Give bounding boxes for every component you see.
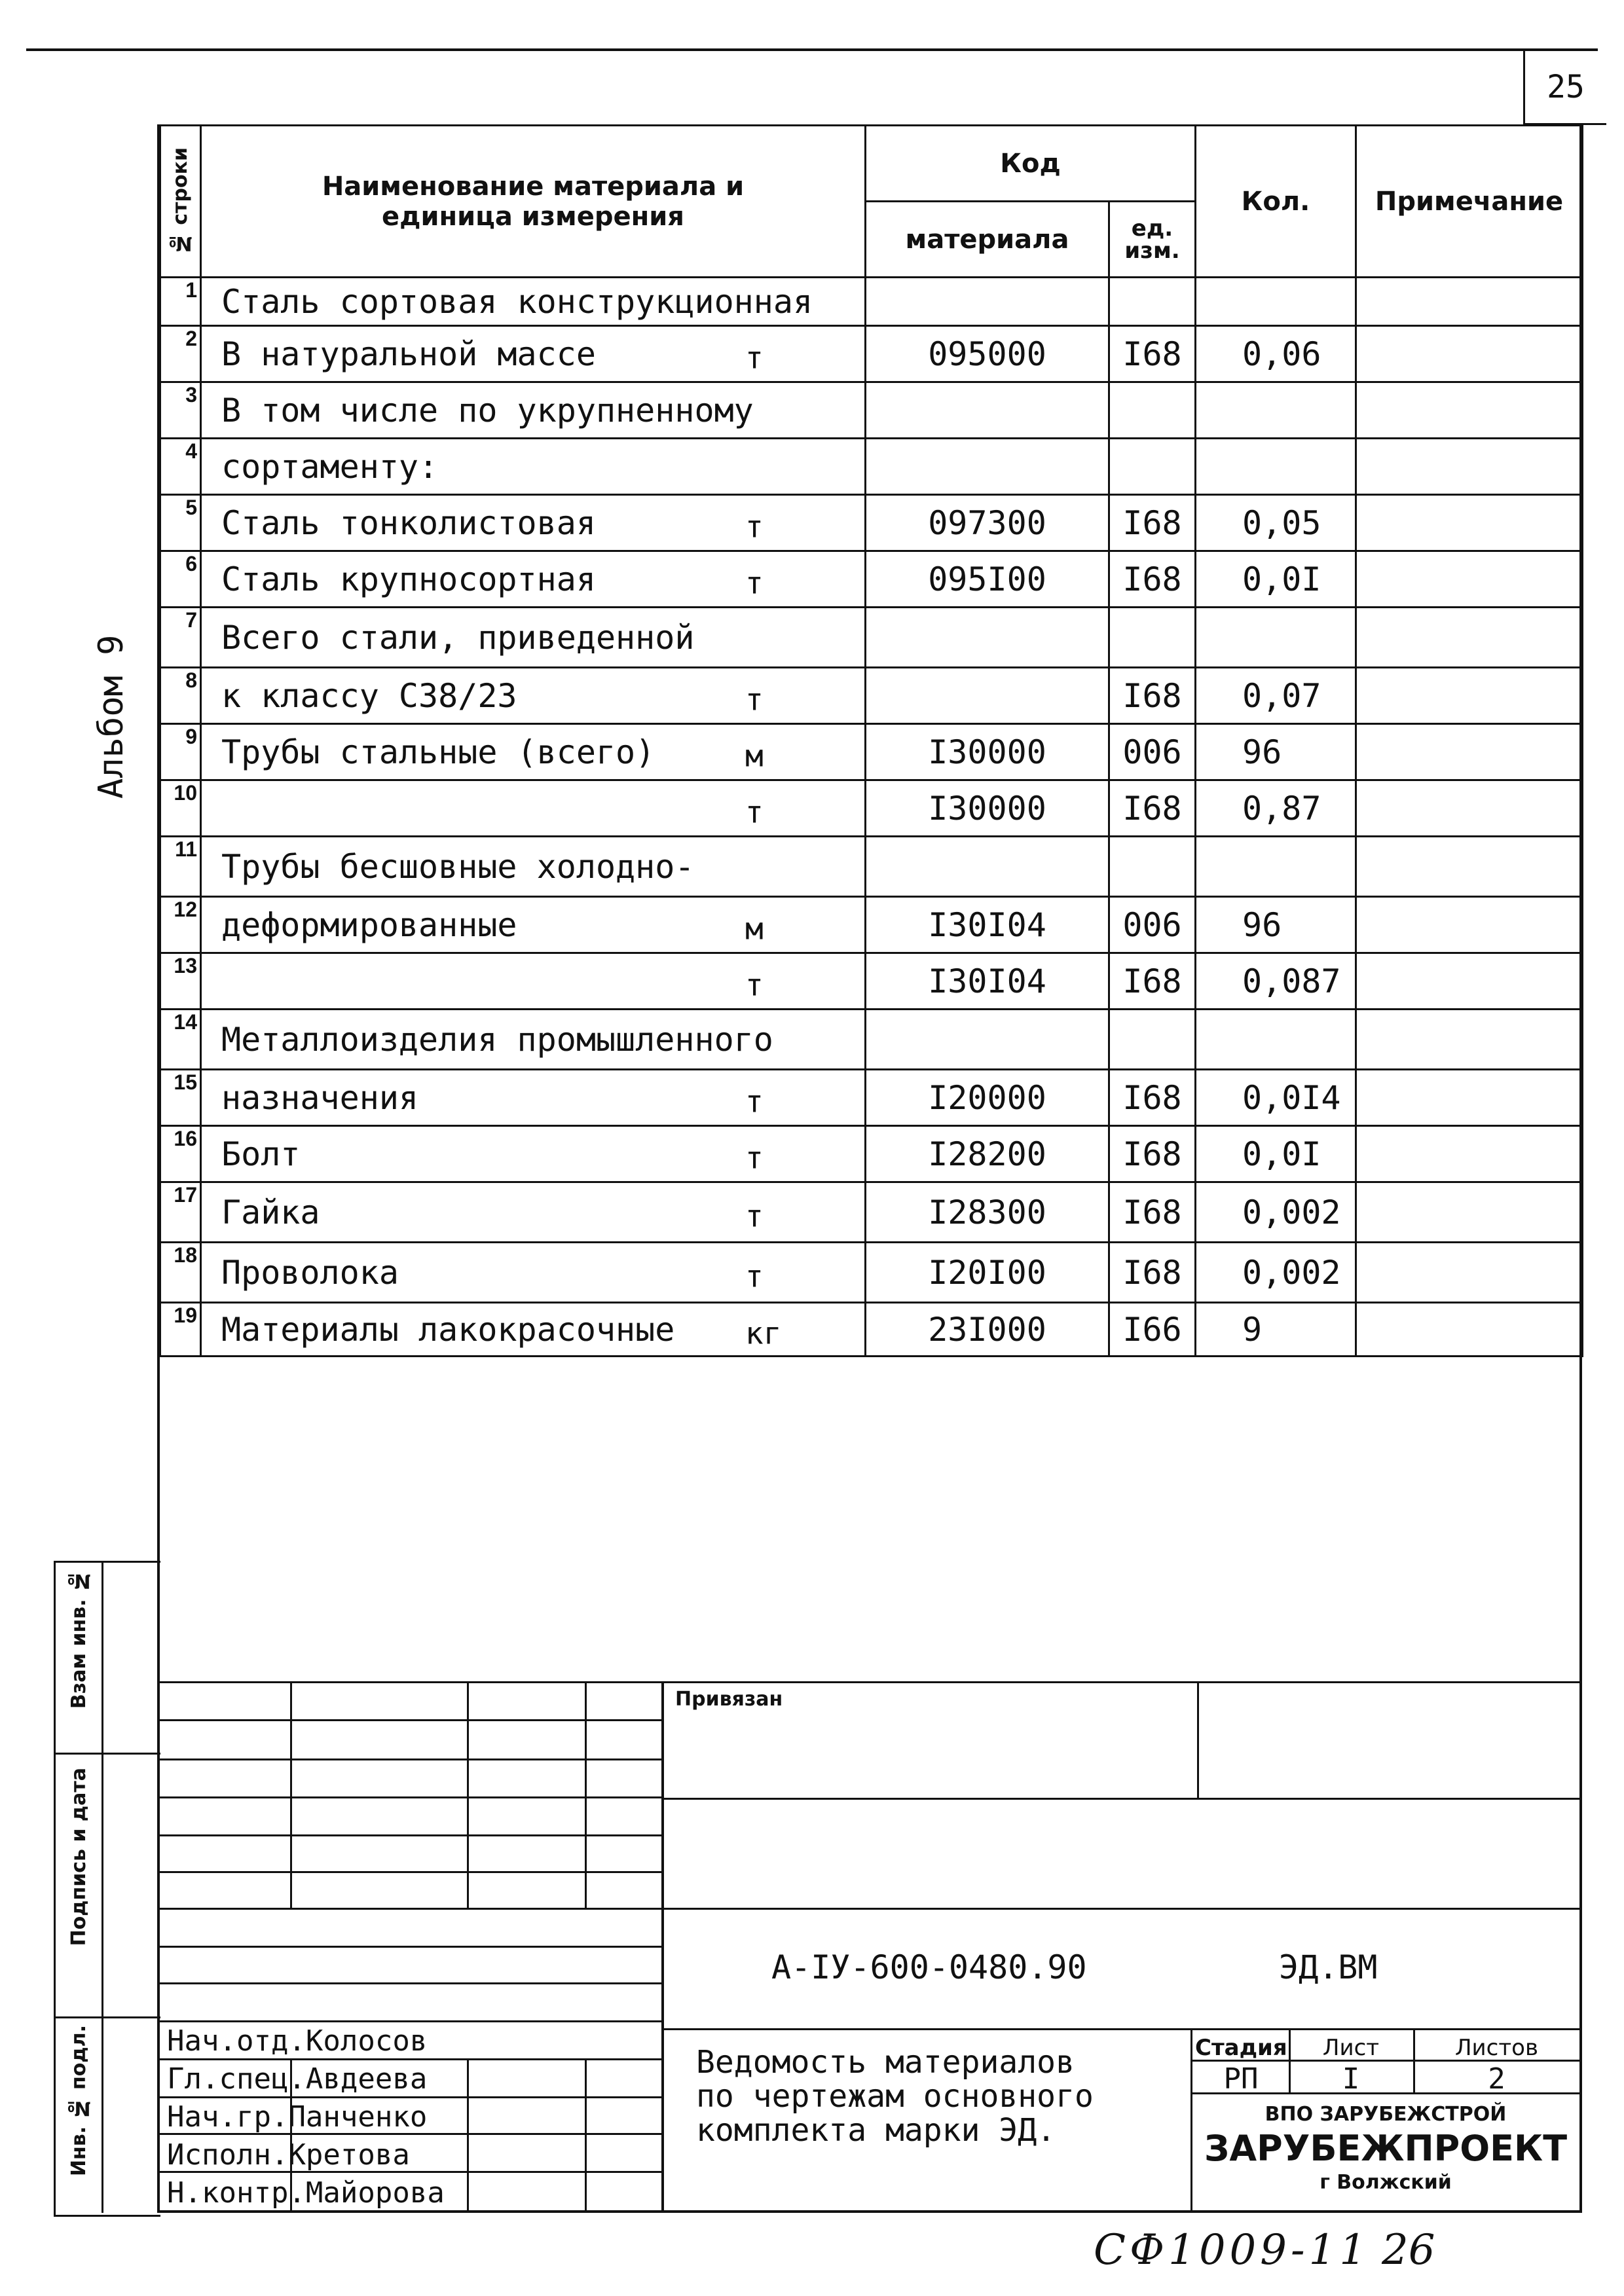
quantity-text: 0,0I <box>1242 560 1321 598</box>
row-number-text: 9 <box>185 725 197 748</box>
unit-of-measure: т <box>745 564 764 600</box>
side-div-1 <box>101 1753 160 1755</box>
unit-of-measure: т <box>745 1197 764 1233</box>
quantity <box>1196 382 1356 439</box>
table-row <box>160 1070 1583 1126</box>
unit-code <box>1109 608 1196 668</box>
row-number <box>160 495 201 551</box>
unit-code <box>1109 326 1196 382</box>
page-number-box <box>1523 51 1606 125</box>
row-number-text: 11 <box>175 837 197 861</box>
doc-title <box>696 2045 1094 2147</box>
row-number <box>160 724 201 780</box>
row-number-text: 18 <box>174 1243 197 1267</box>
material-name <box>201 495 866 551</box>
note <box>1356 897 1583 953</box>
table-row <box>160 1243 1583 1303</box>
row-number <box>160 1126 201 1182</box>
doc-title-line-2: по чертежам основного <box>696 2078 1094 2115</box>
material-code-text: I30I04 <box>928 905 1046 944</box>
material-code <box>866 897 1109 953</box>
unit-code-text: I68 <box>1122 1193 1182 1231</box>
row-number-text: 2 <box>185 327 197 350</box>
unit-of-measure: м <box>745 910 764 946</box>
staff-name: Майорова <box>305 2176 445 2210</box>
unit-of-measure: т <box>745 681 764 717</box>
quantity-text: 0,002 <box>1242 1253 1341 1292</box>
staff-list <box>167 2024 665 2214</box>
row-number-text: 8 <box>185 668 197 692</box>
material-name-text: В том числе по укрупненному <box>221 391 754 429</box>
title-block <box>663 1681 1580 2212</box>
table-row <box>160 897 1583 953</box>
quantity-text: 0,06 <box>1242 335 1321 373</box>
unit-code <box>1109 1126 1196 1182</box>
staff-role: Нач.отд. <box>167 2024 306 2058</box>
note <box>1356 551 1583 608</box>
side-cell-podpis <box>56 1755 103 2018</box>
stage-value: РП <box>1223 2062 1259 2096</box>
materials-table-body <box>160 278 1583 1357</box>
note <box>1356 278 1583 326</box>
row-number-text: 15 <box>174 1070 197 1094</box>
quantity-text: 0,07 <box>1242 676 1321 715</box>
quantity-text: 9 <box>1242 1310 1263 1349</box>
sheet-value: I <box>1342 2062 1360 2096</box>
material-code-text: 097300 <box>928 503 1046 542</box>
table-row <box>160 551 1583 608</box>
table-row <box>160 1182 1583 1243</box>
sheets-value: 2 <box>1488 2062 1505 2096</box>
material-name <box>201 1126 866 1182</box>
row-number <box>160 780 201 837</box>
material-code-text: I30000 <box>928 789 1046 828</box>
material-name-text: Металлоизделия промышленного <box>221 1020 773 1059</box>
row-number <box>160 551 201 608</box>
row-number-text: 4 <box>185 439 197 463</box>
quantity <box>1196 1126 1356 1182</box>
row-number-text: 10 <box>174 781 197 805</box>
material-name <box>201 897 866 953</box>
unit-code-text: I68 <box>1122 335 1182 373</box>
doc-title-line-3: комплекта марки ЭД. <box>696 2112 1056 2149</box>
unit-code-text: I68 <box>1122 503 1182 542</box>
table-row <box>160 837 1583 897</box>
material-name-text: Проволока <box>221 1253 399 1292</box>
material-name-text: Сталь сортовая конструкционная <box>221 282 813 321</box>
material-code <box>866 551 1109 608</box>
unit-code-text: 006 <box>1122 905 1182 944</box>
material-name-text: Болт <box>221 1135 301 1173</box>
quantity <box>1196 668 1356 724</box>
material-code-text: I28300 <box>928 1193 1046 1231</box>
material-name <box>201 439 866 495</box>
row-number-text: 7 <box>185 608 197 632</box>
quantity <box>1196 326 1356 382</box>
unit-code-text: I68 <box>1122 1135 1182 1173</box>
unit-code <box>1109 780 1196 837</box>
row-number-text: 16 <box>174 1127 197 1150</box>
note <box>1356 439 1583 495</box>
header-code-unit: ед. изм. <box>1109 202 1196 278</box>
unit-of-measure: т <box>745 339 764 375</box>
material-code <box>866 953 1109 1010</box>
material-name <box>201 780 866 837</box>
quantity <box>1196 1070 1356 1126</box>
row-number-text: 14 <box>174 1010 197 1034</box>
material-code <box>866 1070 1109 1126</box>
note <box>1356 1070 1583 1126</box>
unit-code-text: I68 <box>1122 1253 1182 1292</box>
material-code <box>866 1010 1109 1070</box>
material-code <box>866 1126 1109 1182</box>
unit-of-measure: кг <box>745 1315 782 1351</box>
material-code <box>866 1182 1109 1243</box>
header-note: Примечание <box>1356 126 1583 278</box>
org-name: ЗАРУБЕЖПРОЕКТ <box>1204 2128 1568 2169</box>
unit-of-measure: т <box>745 966 764 1002</box>
row-number <box>160 382 201 439</box>
material-name <box>201 278 866 326</box>
staff-role: Гл.спец. <box>167 2062 306 2096</box>
material-code-text: 095I00 <box>928 560 1046 598</box>
album-label: Альбом 9 <box>92 634 131 799</box>
material-name-text: назначения <box>221 1078 419 1117</box>
unit-of-measure: т <box>745 1139 764 1175</box>
material-code-text: I20I00 <box>928 1253 1046 1292</box>
quantity <box>1196 837 1356 897</box>
stage-label: Стадия <box>1195 2035 1287 2061</box>
quantity <box>1196 551 1356 608</box>
staff-row <box>167 2062 665 2100</box>
quantity <box>1196 724 1356 780</box>
material-name <box>201 724 866 780</box>
unit-code-text: I68 <box>1122 789 1182 828</box>
material-name-text: Материалы лакокрасочные <box>221 1310 675 1349</box>
material-name <box>201 326 866 382</box>
material-name <box>201 1070 866 1126</box>
row-number <box>160 1010 201 1070</box>
material-code <box>866 326 1109 382</box>
header-qty: Кол. <box>1196 126 1356 278</box>
material-code-text: 23I000 <box>928 1310 1046 1349</box>
unit-of-measure: т <box>745 1258 764 1294</box>
material-name <box>201 668 866 724</box>
unit-code-text: I68 <box>1122 1078 1182 1117</box>
unit-code <box>1109 668 1196 724</box>
material-name <box>201 1182 866 1243</box>
quantity-text: 0,0I4 <box>1242 1078 1341 1117</box>
material-code-text: I20000 <box>928 1078 1046 1117</box>
note <box>1356 1126 1583 1182</box>
unit-of-measure: т <box>745 793 764 829</box>
unit-of-measure: т <box>745 508 764 544</box>
page-number: 25 <box>1547 69 1585 105</box>
note <box>1356 1010 1583 1070</box>
material-name <box>201 1010 866 1070</box>
quantity <box>1196 608 1356 668</box>
staff-name: Авдеева <box>305 2062 428 2096</box>
note <box>1356 1243 1583 1303</box>
row-number-text: 1 <box>185 278 197 302</box>
unit-code-text: I68 <box>1122 676 1182 715</box>
unit-code <box>1109 897 1196 953</box>
material-code <box>866 724 1109 780</box>
unit-code <box>1109 439 1196 495</box>
staff-name: Кретова <box>288 2138 410 2172</box>
material-code <box>866 278 1109 326</box>
staff-name: Панченко <box>288 2100 428 2134</box>
staff-row <box>167 2176 665 2214</box>
unit-code <box>1109 724 1196 780</box>
material-name-text: Сталь крупносортная <box>221 560 596 598</box>
material-code <box>866 1303 1109 1357</box>
material-name-text: сортаменту: <box>221 447 439 486</box>
quantity <box>1196 897 1356 953</box>
material-name <box>201 1243 866 1303</box>
table-row <box>160 326 1583 382</box>
doc-code: А-IУ-600-0480.90 <box>771 1948 1087 1986</box>
row-number <box>160 1243 201 1303</box>
side-label-inv: Инв. № подл. <box>67 2025 90 2177</box>
side-label-vzam: Взам инв. № <box>67 1569 90 1709</box>
header-code: Код <box>866 126 1196 202</box>
material-code-text: I30I04 <box>928 962 1046 1000</box>
note <box>1356 495 1583 551</box>
material-code <box>866 780 1109 837</box>
unit-code <box>1109 837 1196 897</box>
unit-code <box>1109 382 1196 439</box>
table-row <box>160 1303 1583 1357</box>
row-number <box>160 837 201 897</box>
quantity <box>1196 439 1356 495</box>
side-cell-inv <box>56 2018 103 2213</box>
unit-code <box>1109 278 1196 326</box>
quantity-text: 0,087 <box>1242 962 1341 1000</box>
row-number-text: 5 <box>185 496 197 519</box>
staff-role: Нач.гр. <box>167 2100 289 2134</box>
material-name-text: Трубы стальные (всего) <box>221 733 655 771</box>
unit-code <box>1109 1070 1196 1126</box>
footer-handwritten-page: 26 <box>1382 2226 1435 2274</box>
signature-grid <box>159 1681 663 2212</box>
unit-code-text: I68 <box>1122 560 1182 598</box>
note <box>1356 780 1583 837</box>
quantity-text: 0,05 <box>1242 503 1321 542</box>
table-row <box>160 439 1583 495</box>
note <box>1356 1182 1583 1243</box>
header-row-no: № строки <box>160 126 201 278</box>
note <box>1356 382 1583 439</box>
row-number-text: 19 <box>174 1303 197 1327</box>
material-code <box>866 439 1109 495</box>
row-number-text: 6 <box>185 552 197 575</box>
material-code-text: I28200 <box>928 1135 1046 1173</box>
top-rule <box>26 48 1598 51</box>
row-number <box>160 1070 201 1126</box>
doc-mark: ЭД.ВМ <box>1279 1948 1378 1986</box>
quantity-text: 96 <box>1242 905 1282 944</box>
sheets-label: Листов <box>1454 2035 1538 2061</box>
staff-row <box>167 2138 665 2176</box>
quantity <box>1196 1243 1356 1303</box>
quantity-text: 0,002 <box>1242 1193 1341 1231</box>
material-code <box>866 608 1109 668</box>
table-row <box>160 608 1583 668</box>
unit-code <box>1109 953 1196 1010</box>
material-name-text: Гайка <box>221 1193 320 1231</box>
note <box>1356 668 1583 724</box>
material-name <box>201 953 866 1010</box>
privyazan-label: Привязан <box>675 1688 783 1711</box>
note <box>1356 1303 1583 1357</box>
material-name-text: Всего стали, приведенной <box>221 618 695 657</box>
material-code <box>866 495 1109 551</box>
unit-code-text: I66 <box>1122 1310 1182 1349</box>
material-name <box>201 608 866 668</box>
table-row <box>160 382 1583 439</box>
unit-of-measure: т <box>745 1083 764 1119</box>
quantity <box>1196 278 1356 326</box>
quantity-text: 0,0I <box>1242 1135 1321 1173</box>
unit-code-text: I68 <box>1122 962 1182 1000</box>
side-cell-vzam <box>56 1563 103 1755</box>
table-row <box>160 668 1583 724</box>
table-row <box>160 278 1583 326</box>
quantity <box>1196 1010 1356 1070</box>
material-name-text: В натуральной массе <box>221 335 596 373</box>
table-row <box>160 780 1583 837</box>
material-name <box>201 1303 866 1357</box>
unit-of-measure: м <box>745 737 764 773</box>
side-strip <box>54 1561 160 2217</box>
note <box>1356 724 1583 780</box>
material-name <box>201 837 866 897</box>
table-row <box>160 1126 1583 1182</box>
note <box>1356 837 1583 897</box>
row-number-text: 3 <box>185 383 197 407</box>
quantity <box>1196 953 1356 1010</box>
sheet-label: Лист <box>1322 2035 1380 2061</box>
material-name-text: Сталь тонколистовая <box>221 503 596 542</box>
row-number <box>160 326 201 382</box>
row-number <box>160 897 201 953</box>
note <box>1356 608 1583 668</box>
row-number-text: 17 <box>174 1183 197 1207</box>
quantity <box>1196 1182 1356 1243</box>
unit-code <box>1109 551 1196 608</box>
material-name-text: к классу С38/23 <box>221 676 517 715</box>
header-code-material: материала <box>866 202 1109 278</box>
staff-role: Н.контр. <box>167 2176 306 2210</box>
side-div-2 <box>101 2016 160 2018</box>
row-number <box>160 439 201 495</box>
material-code <box>866 382 1109 439</box>
staff-row <box>167 2100 665 2138</box>
unit-code <box>1109 1243 1196 1303</box>
table-row <box>160 495 1583 551</box>
quantity <box>1196 1303 1356 1357</box>
row-number-text: 13 <box>174 954 197 977</box>
table-row <box>160 724 1583 780</box>
material-code-text: 095000 <box>928 335 1046 373</box>
table-row <box>160 953 1583 1010</box>
unit-code-text: 006 <box>1122 733 1182 771</box>
unit-code <box>1109 1182 1196 1243</box>
footer-handwritten: СФ1009-11 <box>1094 2226 1371 2274</box>
org-city: г Волжский <box>1320 2171 1452 2194</box>
material-name <box>201 551 866 608</box>
unit-code <box>1109 495 1196 551</box>
header-name: Наименование материала и единица измерения <box>201 126 866 278</box>
row-number <box>160 953 201 1010</box>
quantity-text: 96 <box>1242 733 1282 771</box>
unit-code <box>1109 1010 1196 1070</box>
row-number <box>160 608 201 668</box>
table-row <box>160 1010 1583 1070</box>
material-code <box>866 668 1109 724</box>
note <box>1356 953 1583 1010</box>
material-name <box>201 382 866 439</box>
row-number <box>160 278 201 326</box>
row-number <box>160 668 201 724</box>
materials-table <box>159 124 1583 1357</box>
row-number <box>160 1303 201 1357</box>
material-name-text: деформированные <box>221 905 517 944</box>
material-code-text: I30000 <box>928 733 1046 771</box>
quantity-text: 0,87 <box>1242 789 1321 828</box>
material-code <box>866 837 1109 897</box>
unit-code <box>1109 1303 1196 1357</box>
staff-name: Колосов <box>305 2024 428 2058</box>
doc-title-line-1: Ведомость материалов <box>696 2044 1075 2081</box>
material-name-text: Трубы бесшовные холодно- <box>221 847 695 886</box>
material-code <box>866 1243 1109 1303</box>
staff-row <box>167 2024 665 2062</box>
quantity <box>1196 780 1356 837</box>
row-number <box>160 1182 201 1243</box>
side-label-podpis: Подпись и дата <box>67 1768 90 1946</box>
note <box>1356 326 1583 382</box>
row-number-text: 12 <box>174 898 197 921</box>
org-parent: ВПО ЗАРУБЕЖСТРОЙ <box>1264 2103 1507 2126</box>
staff-role: Исполн. <box>167 2138 289 2172</box>
quantity <box>1196 495 1356 551</box>
